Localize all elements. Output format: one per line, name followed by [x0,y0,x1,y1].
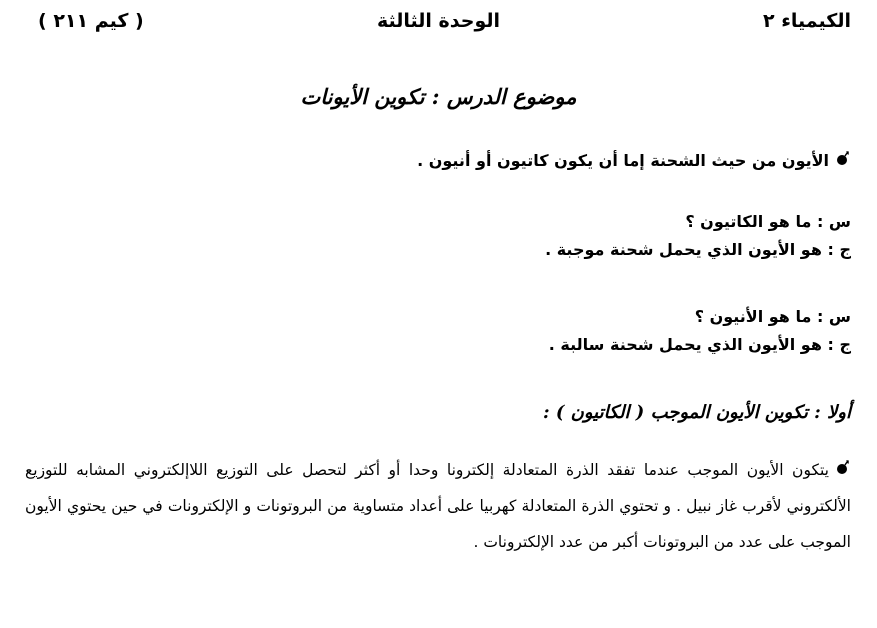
question-1: س : ما هو الكاتيون ؟ [685,212,851,231]
question-2: س : ما هو الأنيون ؟ [694,307,851,326]
bomb-bullet-icon [835,452,851,488]
paragraph-1 [25,452,851,560]
paragraph-1-text: يتكون الأيون الموجب عندما تفقد الذرة المتعادلة إلكترونا وحدا أو أكثر لتحصل على التوزيع اللاإلكتروني المشابه للتوزيع الألكتروني لأقرب غاز نبيل . و تحتوي الذرة المتعادلة كهربيا على أعداد متساوية من البروتونات و الإلكترونات في حين يحتوي الأيون الموجب على عدد من البروتونات أكبر من عدد الإلكترونات . [25,461,851,551]
answer-1: ج : هو الأيون الذي يحمل شحنة موجبة . [545,240,851,259]
intro-line [417,150,851,170]
lesson-title: موضوع الدرس : تكوين الأيونات [300,84,577,109]
course-code-label: ( كيم ٢١١ ) [38,10,144,32]
intro-text: الأيون من حيث الشحنة إما أن يكون كاتيون أو أنيون . [417,151,829,170]
section-1-heading: أولا : تكوين الأيون الموجب ( الكاتيون ) : [542,402,851,423]
bomb-bullet-icon [835,150,851,170]
answer-2: ج : هو الأيون الذي يحمل شحنة سالبة . [548,335,851,354]
unit-label: الوحدة الثالثة [376,10,501,32]
subject-label: الكيمياء ٢ [762,10,851,32]
